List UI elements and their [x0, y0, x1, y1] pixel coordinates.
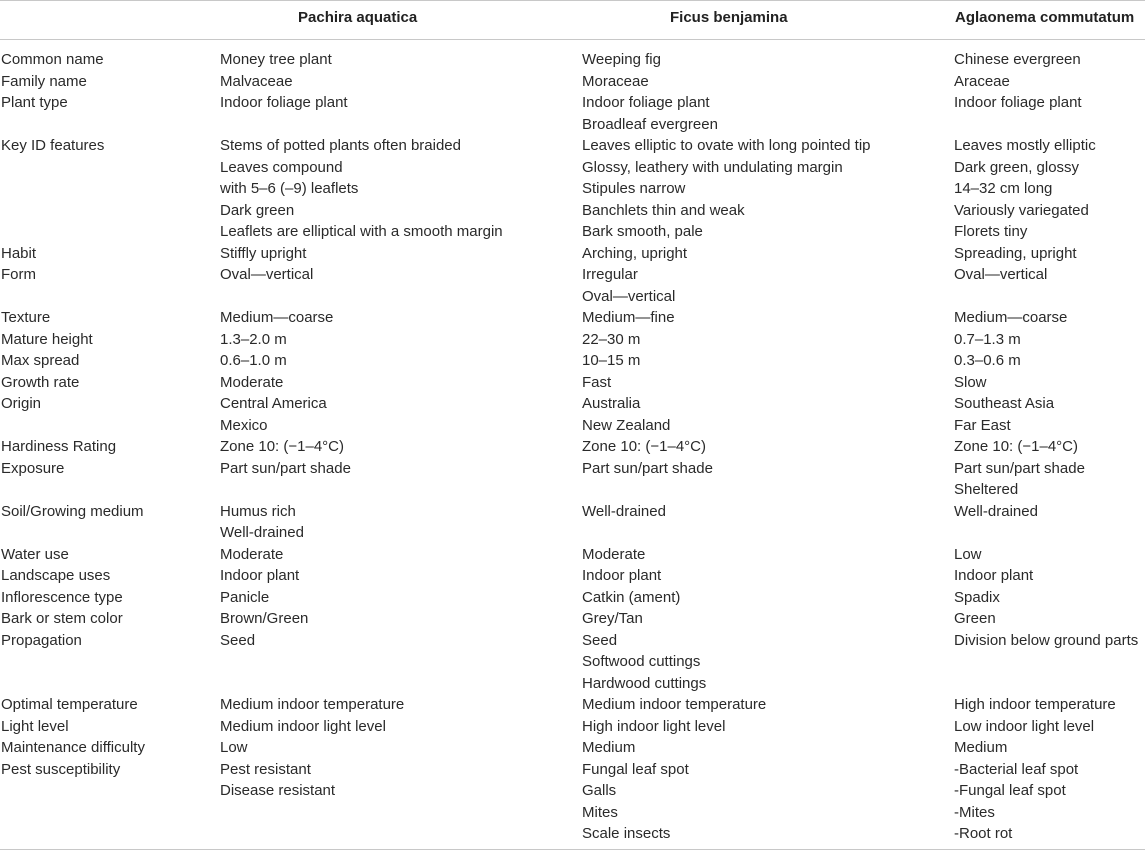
- cell-line: Catkin (ament): [582, 588, 681, 606]
- cell-line: Dark green: [220, 201, 295, 219]
- table-cell: [220, 135, 582, 243]
- table-cell: [954, 737, 1145, 759]
- row-label-text: Texture: [1, 309, 51, 326]
- table-cell: [220, 501, 582, 544]
- table-cell: [220, 92, 582, 114]
- table-cell: [954, 92, 1145, 114]
- table-cell: [954, 264, 1145, 286]
- table-cell: [954, 372, 1145, 394]
- table-cell: [954, 716, 1145, 738]
- cell-line: High indoor temperature: [954, 696, 1116, 713]
- table-cell: [954, 393, 1145, 436]
- row-label-text: Growth rate: [1, 373, 80, 391]
- cell-line: Hardwood cuttings: [582, 674, 707, 692]
- table-cell: [582, 436, 954, 458]
- cell-line: Spreading, upright: [954, 244, 1077, 262]
- cell-line: Moderate: [582, 545, 646, 563]
- cell-line: Fast: [582, 373, 612, 391]
- row-label: [0, 544, 220, 566]
- table-cell: [220, 608, 582, 630]
- cell-line: Part sun/part shade: [582, 459, 713, 477]
- table-cell: [582, 630, 954, 695]
- cell-line: Zone 10: (−1–4°C): [220, 438, 344, 455]
- row-label-text: Light level: [1, 717, 69, 735]
- table-cell: [954, 630, 1145, 652]
- cell-line: Sheltered: [954, 481, 1019, 498]
- row-label-text: Habit: [1, 244, 37, 262]
- table-cell: [582, 716, 954, 738]
- table-cell: [220, 436, 582, 458]
- table-cell: [582, 135, 954, 243]
- table-row: [0, 630, 1145, 695]
- row-label: [0, 307, 220, 329]
- cell-line: Money tree plant: [220, 51, 332, 68]
- cell-line: Stipules narrow: [582, 180, 686, 197]
- row-label: [0, 501, 220, 523]
- row-label: [0, 759, 220, 781]
- cell-line: Part sun/part shade: [220, 459, 351, 477]
- row-label: [0, 608, 220, 630]
- table-cell: [582, 565, 954, 587]
- row-label-text: Form: [1, 266, 36, 283]
- table-cell: [582, 307, 954, 329]
- row-label-text: Soil/Growing medium: [1, 502, 144, 520]
- cell-line: Indoor foliage plant: [582, 94, 710, 111]
- row-label-text: Plant type: [1, 94, 68, 111]
- cell-line: -Mites: [954, 803, 995, 821]
- table-row: [0, 393, 1145, 436]
- table-row: [0, 135, 1145, 243]
- row-label-text: Mature height: [1, 330, 93, 348]
- cell-line: Part sun/part shade: [954, 459, 1085, 477]
- row-label: [0, 372, 220, 394]
- cell-line: Well-drained: [954, 502, 1038, 520]
- cell-line: Oval—vertical: [220, 266, 314, 283]
- table-row: [0, 92, 1145, 135]
- cell-line: Florets tiny: [954, 223, 1028, 240]
- cell-line: Brown/Green: [220, 610, 309, 627]
- row-label: [0, 737, 220, 759]
- table-cell: [220, 565, 582, 587]
- cell-line: Broadleaf evergreen: [582, 115, 718, 133]
- table-row: [0, 372, 1145, 394]
- cell-line: Glossy, leathery with undulating margin: [582, 158, 843, 176]
- cell-line: Green: [954, 610, 996, 627]
- cell-line: Softwood cuttings: [582, 653, 701, 670]
- cell-line: Mites: [582, 803, 618, 821]
- cell-line: with 5–6 (–9) leaflets: [220, 180, 359, 197]
- cell-line: Medium indoor temperature: [582, 696, 767, 713]
- cell-line: Low: [220, 739, 248, 756]
- row-label: [0, 587, 220, 609]
- table-cell: [220, 716, 582, 738]
- table-cell: [582, 372, 954, 394]
- table-row: [0, 501, 1145, 544]
- table-cell: [954, 71, 1145, 93]
- cell-line: Central America: [220, 395, 327, 412]
- cell-line: Humus rich: [220, 502, 296, 520]
- cell-line: -Bacterial leaf spot: [954, 760, 1079, 778]
- table-cell: [220, 350, 582, 372]
- cell-line: 0.7–1.3 m: [954, 330, 1021, 348]
- cell-line: High indoor light level: [582, 717, 726, 735]
- cell-line: Medium: [954, 739, 1008, 756]
- table-cell: [954, 243, 1145, 265]
- table-cell: [954, 307, 1145, 329]
- table-row: [0, 716, 1145, 738]
- cell-line: Banchlets thin and weak: [582, 201, 745, 219]
- table-cell: [954, 329, 1145, 351]
- table-cell: [582, 608, 954, 630]
- row-label-text: Inflorescence type: [1, 588, 123, 606]
- row-label: [0, 630, 220, 652]
- cell-line: 0.6–1.0 m: [220, 352, 287, 369]
- cell-line: Medium indoor light level: [220, 717, 386, 735]
- table-row: [0, 544, 1145, 566]
- table-cell: [220, 243, 582, 265]
- cell-line: Leaflets are elliptical with a smooth margin: [220, 223, 503, 240]
- table-cell: [220, 630, 582, 652]
- table-cell: [582, 587, 954, 609]
- cell-line: Australia: [582, 395, 641, 412]
- cell-line: Chinese evergreen: [954, 51, 1081, 68]
- cell-line: 0.3–0.6 m: [954, 352, 1021, 369]
- cell-line: Zone 10: (−1–4°C): [582, 438, 706, 455]
- table-cell: [954, 759, 1145, 845]
- row-label-text: Maintenance difficulty: [1, 739, 145, 756]
- table-row: [0, 264, 1145, 307]
- cell-line: Leaves compound: [220, 158, 343, 176]
- table-cell: [954, 436, 1145, 458]
- row-label-text: Landscape uses: [1, 567, 111, 584]
- table-row: [0, 737, 1145, 759]
- cell-line: Medium—coarse: [954, 309, 1068, 326]
- cell-line: Well-drained: [582, 502, 666, 520]
- cell-line: Araceae: [954, 72, 1010, 90]
- table-cell: [954, 49, 1145, 71]
- table-cell: [220, 71, 582, 93]
- cell-line: 22–30 m: [582, 330, 641, 348]
- row-label-text: Water use: [1, 545, 69, 563]
- table-cell: [220, 759, 582, 802]
- cell-line: Disease resistant: [220, 782, 336, 799]
- row-label-text: Common name: [1, 51, 104, 68]
- row-label-text: Bark or stem color: [1, 610, 123, 627]
- table-cell: [220, 264, 582, 286]
- table-row: [0, 350, 1145, 372]
- row-label: [0, 135, 220, 157]
- cell-line: Slow: [954, 373, 987, 391]
- table-cell: [954, 350, 1145, 372]
- table-cell: [220, 694, 582, 716]
- row-label: [0, 694, 220, 716]
- table-row: [0, 458, 1145, 501]
- cell-line: Indoor foliage plant: [954, 94, 1082, 111]
- table-cell: [220, 737, 582, 759]
- cell-line: 14–32 cm long: [954, 180, 1053, 197]
- table-cell: [582, 501, 954, 523]
- column-header-aglaonema: Aglaonema commutatum: [955, 9, 1135, 26]
- row-label-text: Exposure: [1, 459, 65, 477]
- row-label: [0, 243, 220, 265]
- cell-line: Medium indoor temperature: [220, 696, 405, 713]
- table-row: [0, 608, 1145, 630]
- cell-line: Indoor plant: [220, 567, 300, 584]
- row-label-text: Origin: [1, 395, 42, 412]
- row-label-text: Max spread: [1, 352, 80, 369]
- table-body: [0, 49, 1145, 845]
- table-row: [0, 436, 1145, 458]
- cell-line: Arching, upright: [582, 244, 688, 262]
- row-label-text: Family name: [1, 72, 87, 90]
- cell-line: Division below ground parts: [954, 631, 1139, 649]
- table-cell: [954, 608, 1145, 630]
- table-row: [0, 565, 1145, 587]
- table-cell: [954, 694, 1145, 716]
- cell-line: Zone 10: (−1–4°C): [954, 438, 1078, 455]
- row-label: [0, 716, 220, 738]
- cell-line: -Fungal leaf spot: [954, 782, 1066, 799]
- cell-line: Irregular: [582, 266, 638, 283]
- row-label: [0, 565, 220, 587]
- cell-line: Oval—vertical: [582, 287, 676, 305]
- cell-line: Stems of potted plants often braided: [220, 137, 461, 154]
- table-row: [0, 759, 1145, 845]
- cell-line: Mexico: [220, 416, 268, 434]
- cell-line: Stiffly upright: [220, 244, 307, 262]
- column-header-ficus: Ficus benjamina: [670, 9, 788, 26]
- table-row: [0, 243, 1145, 265]
- table-cell: [582, 759, 954, 845]
- table-bottom-rule: [0, 849, 1145, 850]
- table-row: [0, 307, 1145, 329]
- table-row: [0, 587, 1145, 609]
- table-cell: [582, 71, 954, 93]
- cell-line: Well-drained: [220, 524, 304, 541]
- cell-line: Indoor plant: [954, 567, 1034, 584]
- table-cell: [220, 329, 582, 351]
- table-cell: [220, 544, 582, 566]
- table-cell: [582, 49, 954, 71]
- cell-line: Pest resistant: [220, 760, 311, 778]
- cell-line: Indoor foliage plant: [220, 94, 348, 111]
- table-cell: [954, 587, 1145, 609]
- cell-line: Moderate: [220, 545, 284, 563]
- cell-line: Spadix: [954, 588, 1000, 606]
- row-label-text: Propagation: [1, 631, 82, 649]
- row-label: [0, 329, 220, 351]
- column-header-pachira: Pachira aquatica: [298, 9, 418, 26]
- cell-line: Leaves mostly elliptic: [954, 137, 1096, 154]
- cell-line: Moderate: [220, 373, 284, 391]
- cell-line: Seed: [220, 631, 256, 649]
- table-cell: [582, 694, 954, 716]
- table-cell: [954, 544, 1145, 566]
- cell-line: -Root rot: [954, 825, 1013, 842]
- table-cell: [582, 243, 954, 265]
- table-top-rule: [0, 0, 1145, 1]
- cell-line: Dark green, glossy: [954, 158, 1080, 176]
- cell-line: Seed: [582, 631, 618, 649]
- table-cell: [954, 135, 1145, 243]
- table-cell: [582, 350, 954, 372]
- table-cell: [220, 393, 582, 436]
- header-rule: [0, 39, 1145, 40]
- table-cell: [220, 458, 582, 480]
- row-label-text: Pest susceptibility: [1, 760, 121, 778]
- cell-line: Bark smooth, pale: [582, 223, 703, 240]
- row-label: [0, 436, 220, 458]
- table-cell: [582, 737, 954, 759]
- row-label: [0, 49, 220, 71]
- row-label: [0, 71, 220, 93]
- table-cell: [954, 565, 1145, 587]
- cell-line: Weeping fig: [582, 51, 661, 68]
- cell-line: Southeast Asia: [954, 395, 1055, 412]
- table-row: [0, 49, 1145, 71]
- table-cell: [582, 544, 954, 566]
- row-label-text: Hardiness Rating: [1, 438, 117, 455]
- table-cell: [220, 49, 582, 71]
- cell-line: Variously variegated: [954, 201, 1089, 219]
- table-cell: [582, 92, 954, 135]
- cell-line: Scale insects: [582, 825, 671, 842]
- cell-line: Panicle: [220, 588, 270, 606]
- cell-line: 1.3–2.0 m: [220, 330, 287, 348]
- table-cell: [220, 307, 582, 329]
- table-cell: [220, 587, 582, 609]
- table-cell: [582, 329, 954, 351]
- table-cell: [582, 393, 954, 436]
- cell-line: Moraceae: [582, 72, 649, 90]
- table-row: [0, 329, 1145, 351]
- table-cell: [582, 458, 954, 480]
- cell-line: Malvaceae: [220, 72, 293, 90]
- table-cell: [954, 501, 1145, 523]
- cell-line: Oval—vertical: [954, 266, 1048, 283]
- table-row: [0, 694, 1145, 716]
- row-label: [0, 92, 220, 114]
- cell-line: Low indoor light level: [954, 717, 1095, 735]
- cell-line: Grey/Tan: [582, 610, 643, 627]
- row-label-text: Key ID features: [1, 137, 105, 154]
- table-row: [0, 71, 1145, 93]
- cell-line: Indoor plant: [582, 567, 662, 584]
- cell-line: Low: [954, 545, 982, 563]
- cell-line: 10–15 m: [582, 352, 641, 369]
- cell-line: Galls: [582, 782, 617, 799]
- row-label: [0, 264, 220, 286]
- row-label: [0, 458, 220, 480]
- row-label-text: Optimal temperature: [1, 696, 138, 713]
- cell-line: Far East: [954, 416, 1011, 434]
- table-cell: [582, 264, 954, 307]
- cell-line: Medium—fine: [582, 309, 675, 326]
- cell-line: Medium—coarse: [220, 309, 334, 326]
- cell-line: Leaves elliptic to ovate with long pointed tip: [582, 137, 871, 154]
- cell-line: New Zealand: [582, 416, 671, 434]
- table-cell: [954, 458, 1145, 501]
- row-label: [0, 393, 220, 415]
- row-label: [0, 350, 220, 372]
- cell-line: Medium: [582, 739, 636, 756]
- table-cell: [220, 372, 582, 394]
- cell-line: Fungal leaf spot: [582, 760, 689, 778]
